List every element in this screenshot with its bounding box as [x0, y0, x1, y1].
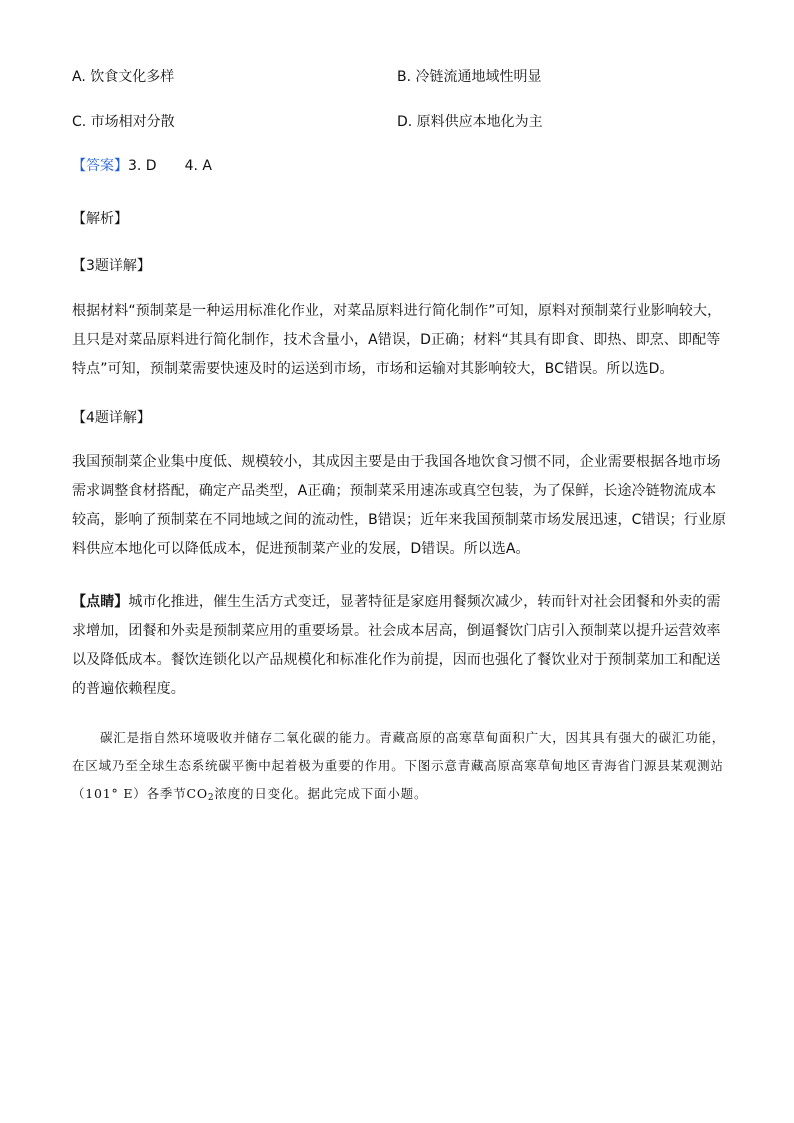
material-paragraph: [72, 724, 732, 812]
option-c: C. 市场相对分散: [72, 114, 175, 130]
material-text-2: 浓度的日变化。据此完成下面小题。: [214, 786, 428, 801]
q3-detail: 根据材料“预制菜是一种运用标准化作业，对菜品原料进行简化制作”可知，原料对预制菜行业影响较大，且只是对菜品原料进行简化制作，技术含量小，A错误，D正确；材料“其具有即食、即热、即烹、即配等特点”可知，预制菜需要快速及时的运送到市场，市场和运输对其影响较大，BC错误。所以选D。: [72, 303, 722, 377]
tip-text: 城市化推进，催生生活方式变迁，显著特征是家庭用餐频次减少，转而针对社会团餐和外卖的需求增加，团餐和外卖是预制菜应用的重要场景。社会成本居高，倒逼餐饮门店引入预制菜以提升运营效率以及降低成本。餐饮连锁化以产品规模化和标准化作为前提，因而也强化了餐饮业对于预制菜加工和配送的普遍依赖程度。: [72, 594, 721, 697]
option-b: B. 冷链流通地域性明显: [397, 69, 542, 85]
tip-tag: 【点睛】: [72, 594, 129, 610]
q4-heading: 【4题详解】: [72, 410, 151, 426]
tip-paragraph: [72, 588, 728, 704]
answer-q3: 3. D: [128, 158, 157, 174]
option-d: D. 原料供应本地化为主: [397, 114, 543, 130]
answer-tag: 【答案】: [72, 158, 128, 174]
answer-q4: 4. A: [184, 158, 212, 174]
material-text-1: 碳汇是指自然环境吸收并储存二氧化碳的能力。青藏高原的高寒草甸面积广大，因其具有强大的碳汇功能，在区域乃至全球生态系统碳平衡中起着极为重要的作用。下图示意青藏高原高寒草甸地区青海省门源县某观测站（101° E）各季节CO: [72, 730, 726, 801]
q4-detail: 我国预制菜企业集中度低、规模较小，其成因主要是由于我国各地饮食习惯不同，企业需要根据各地市场需求调整食材搭配，确定产品类型，A正确；预制菜采用速冻或真空包装，为了保鲜，长途冷链物流成本较高，影响了预制菜在不同地域之间的流动性，B错误；近年来我国预制菜市场发展迅速，C错误；行业原料供应本地化可以降低成本，促进预制菜产业的发展，D错误。所以选A。: [72, 454, 727, 557]
q3-heading: 【3题详解】: [72, 258, 151, 274]
option-a: A. 饮食文化多样: [72, 69, 175, 85]
analysis-heading: 【解析】: [72, 211, 128, 227]
answer-line: [72, 156, 212, 176]
material-subscript: 2: [207, 793, 215, 803]
